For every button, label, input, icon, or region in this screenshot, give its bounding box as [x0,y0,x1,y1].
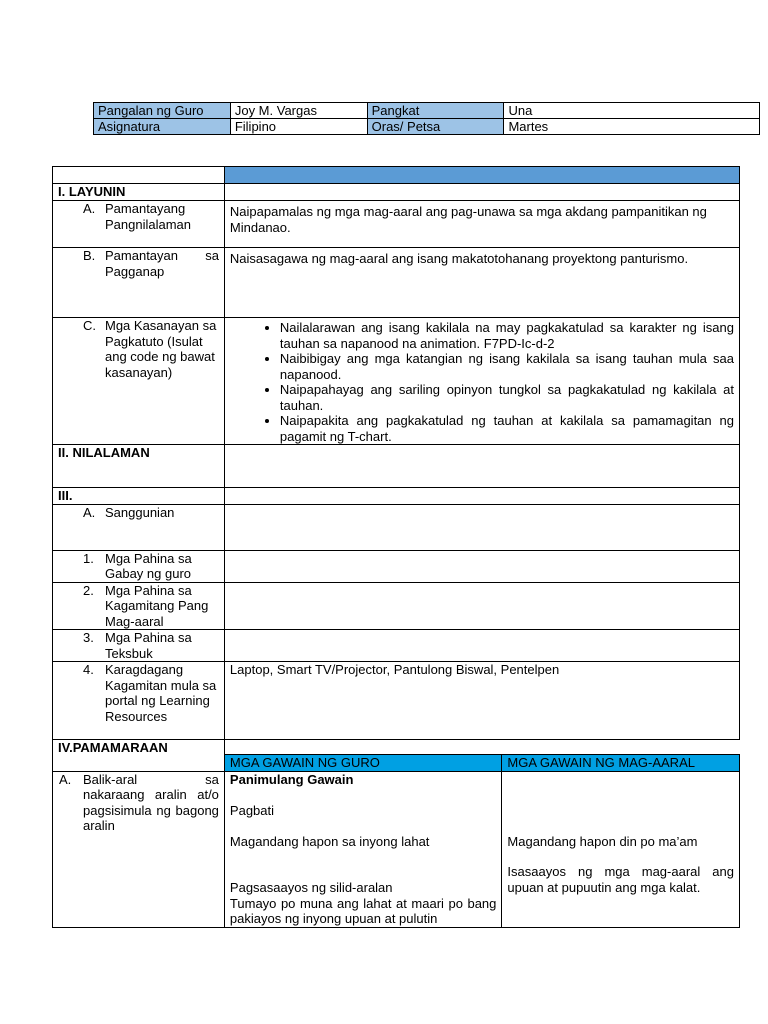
r2-text: Mga Pahina sa Kagamitang Pang Mag-aaral [105,582,209,629]
blank-blue-header [224,167,739,184]
list-item: • Naipapahayag ang sariling opinyon tungkol sa pagkakatulad ng kakilala at tauhan. [280,382,734,413]
col-header-guro: MGA GAWAIN NG GURO [224,755,501,772]
row-c-key: C. [83,318,96,333]
nilalaman-value [224,445,739,488]
layunin-value [224,184,739,201]
row-c-value [224,318,739,445]
row-c-label [53,318,225,445]
section-layunin: I. LAYUNIN [53,184,225,201]
guro-line-3: Magandang hapon sa inyong lahat [229,833,430,849]
competency-list [230,320,734,444]
row-a-text: Pamantayang Pangnilalaman [105,201,192,232]
guro-line-1: Panimulang Gawain [229,771,354,787]
header-table [93,102,760,135]
r3-value [224,630,739,662]
sanggunian-text: Sanggunian [105,504,175,520]
r4-text: Karagdagang Kagamitan mula sa portal ng Learning Resources [105,662,217,724]
list-item: • Naipapakita ang pagkakatulad ng tauhan at kakilala sa pamamagitan ng pagamit ng T-chart. [280,413,734,444]
lesson-plan-table [52,166,740,928]
row-a-key: A. [83,201,96,216]
row-b-text-3: Pagganap [105,263,165,279]
row-b-label [53,248,225,318]
r4-key: 4. [83,662,94,677]
r2-value [224,582,739,630]
row-r3-label [53,630,225,662]
row-sanggunian-label [53,504,225,550]
r3-text: Mga Pahina sa Teksbuk [105,630,192,661]
r1-text: Mga Pahina sa Gabay ng guro [105,550,192,581]
col-header-magaaral: MGA GAWAIN NG MAG-AARAL [502,755,740,772]
time-label: Oras/ Petsa [367,119,504,135]
row-b-value: Naisasagawa ng mag-aaral ang isang makatotohanang proyektong panturismo. [224,248,739,318]
mag-line-1: Magandang hapon din po ma’am [507,833,698,849]
list-item: • Nailalarawan ang isang kakilala na may pagkakatulad sa karakter ng isang tauhan sa napanood na animation. F7PD-Ic-d-2 [280,320,734,351]
r1-value [224,550,739,582]
row-c-text: Mga Kasanayan sa Pagkatuto (Isulat ang code ng bawat kasanayan) [105,318,217,380]
grade-label: Pangkat [367,103,504,119]
r3-key: 3. [83,630,94,645]
row-b-key: B. [83,248,96,263]
balik-text: Balik-aral sa nakaraang aralin at/o pagsisimula ng bagong aralin [83,771,219,833]
teacher-label: Pangalan ng Guro [94,103,231,119]
guro-line-2: Pagbati [229,803,275,818]
guro-activities [224,771,501,927]
magaaral-activities [502,771,740,927]
guro-line-4: Pagsasaayos ng silid-aralan [229,880,393,895]
section-pamamaraan: IV.PAMAMARAAN [53,740,225,772]
row-a-value: Naipapamalas ng mga mag-aaral ang pag-unawa sa mga akdang pampanitikan ng Mindanao. [224,201,739,248]
guro-line-5: Tumayo po muna ang lahat at maari po bang pakiayos ng inyong upuan at pulutin [229,895,497,926]
row-r4-label [53,662,225,740]
row-r2-label [53,582,225,630]
subject-value: Filipino [230,119,367,135]
sanggunian-value [224,504,739,550]
r2-key: 2. [83,582,94,598]
r4-value: Laptop, Smart TV/Projector, Pantulong Biswal, Pentelpen [224,662,739,740]
section-iii: III. [53,488,225,505]
blank-header-cell [53,167,225,184]
row-balik-label [53,771,225,927]
row-a-label [53,201,225,248]
section-nilalaman: II. NILALAMAN [53,445,225,488]
row-b-text-1: Pamantayan [105,248,178,263]
row-r1-label [53,550,225,582]
sanggunian-key: A. [83,504,96,520]
time-value: Martes [504,119,760,135]
list-item: • Naibibigay ang mga katangian ng isang kakilala sa isang tauhan mula saa napanood. [280,351,734,382]
r1-key: 1. [83,550,94,566]
mag-line-2: Isasaayos ng mga mag-aaral ang upuan at pupuutin ang mga kalat. [507,864,734,895]
grade-value: Una [504,103,760,119]
teacher-value: Joy M. Vargas [230,103,367,119]
iii-value [224,488,739,505]
subject-label: Asignatura [94,119,231,135]
balik-key: A. [59,771,72,787]
row-b-text-2: sa [205,248,219,263]
